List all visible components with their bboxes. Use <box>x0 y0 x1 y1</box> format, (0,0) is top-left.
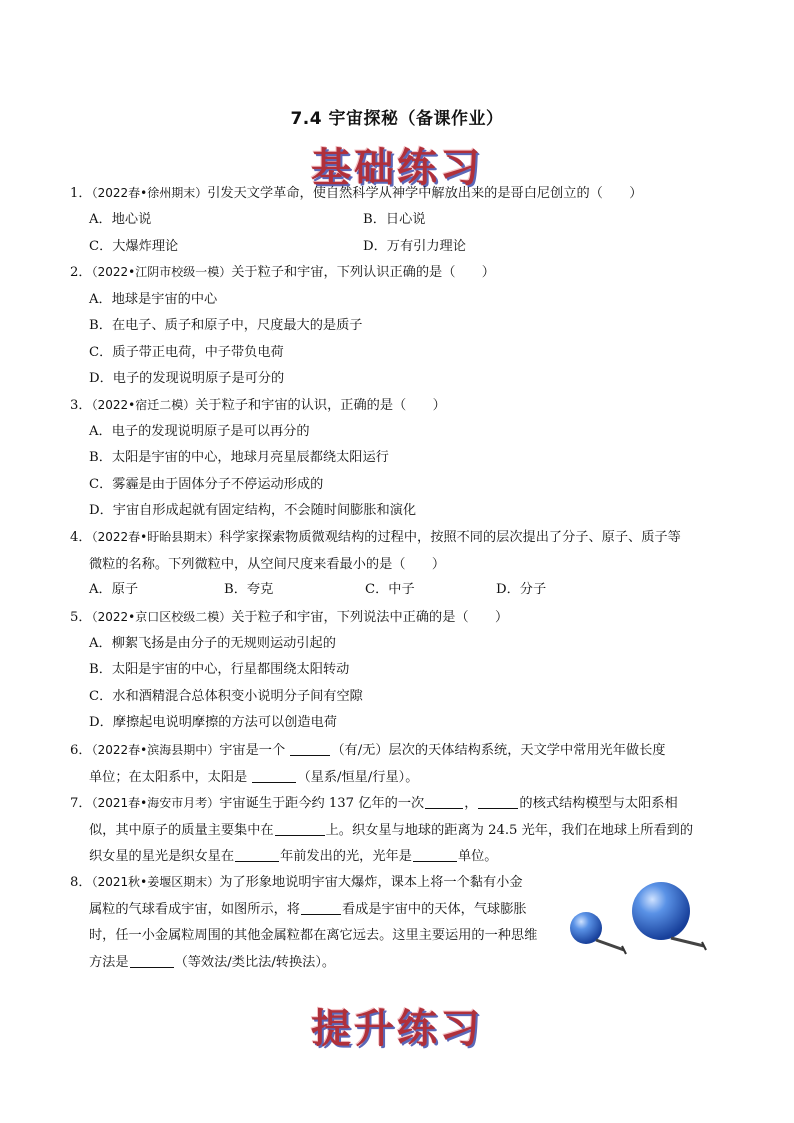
question-text: 科学家探索物质微观结构的过程中，按照不同的层次提出了分子、原子、质子等 <box>219 530 681 545</box>
question-text: ， <box>464 796 478 811</box>
question-text: 的核式结构模型与太阳系相 <box>519 796 678 811</box>
question-text: 方法是 <box>89 954 129 970</box>
question-source: （2021秋•姜堰区期末） <box>91 875 220 889</box>
option-d: D．宇宙自形成起就有固定结构，不会随时间膨胀和演化 <box>89 503 417 518</box>
question-source: （2022•京口区校级二模） <box>91 610 232 624</box>
question-text: （星系/恒星/行星）。 <box>297 769 419 785</box>
question-source: （2022•江阴市校级一模） <box>91 265 232 279</box>
question-text: 时，任一小金属粒周围的其他金属粒都在离它远去。这里主要运用的一种思维 <box>89 928 538 943</box>
question-text: （等效法/类比法/转换法）。 <box>174 954 336 970</box>
question-text: 关于粒子和宇宙，下列认识正确的是（ ） <box>231 265 495 280</box>
question-text: 单位；在太阳系中，太阳是 <box>89 769 252 785</box>
answer-blank[interactable] <box>413 847 457 862</box>
question-text: 看成是宇宙中的天体，气球膨胀 <box>342 901 527 917</box>
answer-blank[interactable] <box>235 847 279 862</box>
option-a: A．电子的发现说明原子是可以再分的 <box>89 424 310 439</box>
question-text: 似，其中原子的质量主要集中在 <box>89 822 274 838</box>
question-5 <box>70 604 730 632</box>
option-b: B．日心说 <box>363 212 426 227</box>
option-b: B．太阳是宇宙的中心，行星都围绕太阳转动 <box>89 662 350 677</box>
small-balloon-icon <box>570 912 626 954</box>
answer-blank[interactable] <box>130 953 174 968</box>
option-c: C．中子 <box>365 582 415 597</box>
question-7 <box>70 790 730 871</box>
answer-blank[interactable] <box>252 768 296 783</box>
question-number: 6． <box>70 743 92 758</box>
answer-blank[interactable] <box>275 821 325 836</box>
question-source: （2022春•盱眙县期末） <box>91 530 220 544</box>
question-6 <box>70 737 730 791</box>
large-balloon-icon <box>632 882 706 950</box>
option-a: A．柳絮飞扬是由分子的无规则运动引起的 <box>89 636 336 651</box>
option-a: A．地心说 <box>89 212 152 227</box>
question-2 <box>70 259 730 287</box>
question-text: 属粒的气球看成宇宙，如图所示，将 <box>89 901 300 917</box>
question-text: 宇宙诞生于距今约 137 亿年的一次 <box>219 796 425 811</box>
question-number: 8． <box>70 875 92 890</box>
option-c: C．雾霾是由于固体分子不停运动形成的 <box>89 477 324 492</box>
section-basic-heading: 基础练习 <box>311 144 483 191</box>
question-1 <box>70 180 730 208</box>
option-c: C．质子带正电荷，中子带负电荷 <box>89 345 284 360</box>
balloon-figure <box>566 878 716 958</box>
option-b: B．在电子、质子和原子中，尺度最大的是质子 <box>89 318 363 333</box>
option-c: C．水和酒精混合总体积变小说明分子间有空隙 <box>89 689 363 704</box>
option-d: D．万有引力理论 <box>363 239 466 254</box>
question-text: 上。织女星与地球的距离为 24.5 光年，我们在地球上所看到的 <box>325 822 694 838</box>
question-source: （2022春•徐州期末） <box>91 186 208 200</box>
question-number: 5． <box>70 610 92 625</box>
option-a: A．原子 <box>89 582 139 597</box>
option-b: B．夸克 <box>224 582 274 597</box>
question-number: 7． <box>70 796 92 811</box>
question-text: 宇宙是一个 <box>219 743 290 758</box>
question-text: 年前发出的光，光年是 <box>280 849 412 864</box>
option-d: D．分子 <box>496 582 547 597</box>
option-b: B．太阳是宇宙的中心，地球月亮星辰都绕太阳运行 <box>89 450 389 465</box>
question-4 <box>70 524 730 578</box>
question-number: 1． <box>70 186 92 201</box>
question-text: 微粒的名称。下列微粒中，从空间尺度来看最小的是（ ） <box>89 556 446 572</box>
question-text: 为了形象地说明宇宙大爆炸，课本上将一个黏有小金 <box>219 875 523 890</box>
page-title: 7.4 宇宙探秘（备课作业） <box>290 109 504 129</box>
option-d: D．电子的发现说明原子是可分的 <box>89 371 285 386</box>
question-text: 织女星的星光是织女星在 <box>89 849 235 864</box>
option-c: C．大爆炸理论 <box>89 239 179 254</box>
question-source: （2022春•滨海县期中） <box>91 743 220 757</box>
question-number: 2． <box>70 265 92 280</box>
answer-blank[interactable] <box>301 900 341 915</box>
section-advanced-heading: 提升练习 <box>311 1005 483 1052</box>
option-a: A．地球是宇宙的中心 <box>89 292 218 307</box>
answer-blank[interactable] <box>478 794 518 809</box>
answer-blank[interactable] <box>425 794 463 809</box>
question-text: （有/无）层次的天体结构系统，天文学中常用光年做长度 <box>331 743 666 758</box>
question-number: 3． <box>70 398 92 413</box>
question-text: 引发天文学革命，使自然科学从神学中解放出来的是哥白尼创立的（ ） <box>207 186 643 201</box>
option-d: D．摩擦起电说明摩擦的方法可以创造电荷 <box>89 715 337 730</box>
question-text: 单位。 <box>457 849 498 864</box>
question-number: 4． <box>70 530 92 545</box>
question-source: （2021春•海安市月考） <box>91 796 220 810</box>
question-text: 关于粒子和宇宙，下列说法中正确的是（ ） <box>231 610 509 625</box>
answer-blank[interactable] <box>290 741 330 756</box>
question-text: 关于粒子和宇宙的认识，正确的是（ ） <box>195 398 446 413</box>
question-source: （2022•宿迁二模） <box>91 398 196 412</box>
question-3 <box>70 392 730 420</box>
